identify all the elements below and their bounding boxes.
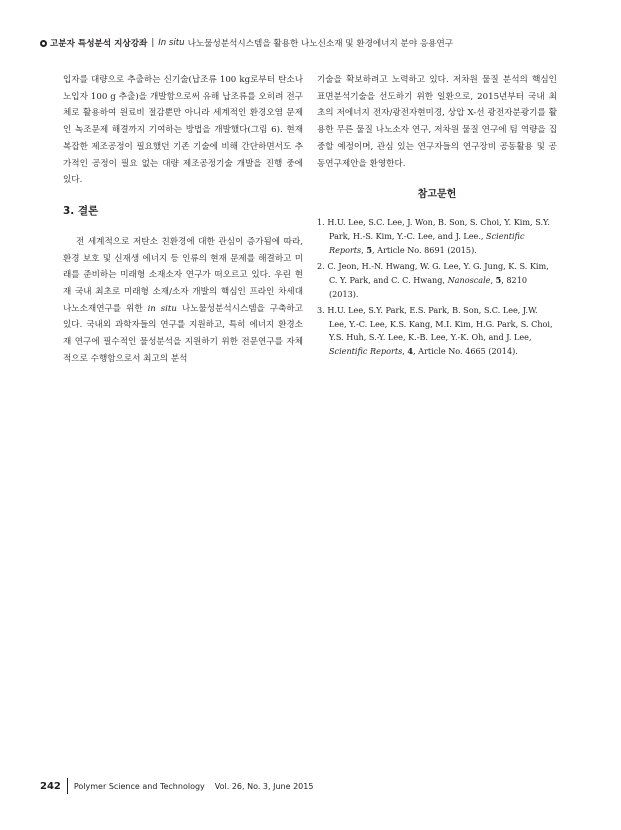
reference-authors: C. Jeon, H.-N. Hwang, W. G. Lee, Y. G. Jung, K. S. Kim, C. Y. Park, and C. C. Hwang,	[327, 260, 549, 285]
article-title-italic: In situ	[158, 38, 185, 48]
reference-details: , Article No. 8691 (2015).	[372, 245, 477, 256]
conclusion-text-part1: 전 세계적으로 저탄소 친환경에 대한 관심이 증가됨에 따라, 환경 보호 및 신재생 에너지 등 인류의 현재 문제를 해결하고 미래를 준비하는 미래형 소재소자 연구가 떠오르고 있다. 우린 현재 국내 최초로 미래형 소재/소자 개발의 핵심인 프라인 차세대 나노소재연구를 위한	[63, 236, 303, 314]
conclusion-text-part2: 나노물성분석시스템을 구축하고 있다. 국내외 과학자들의 연구를 지원하고, 특히 에너지 환경소재 연구에 필수적인 물성분석을 지원하기 위한 전문연구를 자체적으로 수행함으로서 최고의 분석	[63, 303, 303, 364]
reference-list	[317, 216, 557, 359]
reference-item: 2. C. Jeon, H.-N. Hwang, W. G. Lee, Y. G. Jung, K. S. Kim, C. Y. Park, and C. C. Hwang, Nanoscale, 5, 8210 (2013).	[317, 260, 549, 299]
series-title: 고분자 특성분석 지상강좌	[50, 39, 148, 49]
header-separator: |	[151, 38, 155, 48]
reference-number: 3.	[317, 304, 325, 315]
reference-volume: 5	[366, 245, 373, 256]
reference-journal: Scientific Reports	[329, 346, 403, 357]
running-header	[40, 36, 600, 50]
references-title: 참고문헌	[417, 189, 457, 201]
reference-details: , 8210 (2013).	[329, 274, 528, 299]
reference-item: 1. H.U. Lee, S.C. Lee, J. Won, B. Son, S. Choi, Y. Kim, S.Y. Park, H.-S. Kim, Y.-C. Lee, and J. Lee., Scientific Reports, 5, Article No. 8691 (2015).	[317, 217, 550, 256]
right-column	[317, 72, 557, 361]
circle-bullet-icon	[40, 40, 47, 47]
reference-details: , Article No. 4665 (2014).	[413, 346, 518, 357]
page-footer	[40, 778, 313, 794]
conclusion-paragraph	[63, 234, 303, 368]
reference-journal: Nanoscale	[447, 274, 491, 285]
article-title: 나노물성분석시스템을 활용한 나노신소재 및 환경에너지 분야 응용연구	[187, 39, 454, 49]
journal-name: Polymer Science and Technology	[73, 781, 205, 791]
reference-item: 3. H.U. Lee, S.Y. Park, E.S. Park, B. Son, S.C. Lee, J.W. Lee, Y.-C. Lee, K.S. Kang, M.I. Kim, H.G. Park, S. Choi, Y.S. Huh, S.-Y. Lee, K.-B. Lee, Y.-K. Oh, and J. Lee, Scientific Reports, 4, Article No. 4665 (2014).	[317, 304, 553, 357]
reference-number: 1.	[317, 217, 325, 228]
continued-paragraph: 기술을 확보하려고 노력하고 있다. 저차원 물질 분석의 핵심인 표면분석기술을 선도하기 위한 일환으로, 2015년부터 국내 최초의 저에너지 전자/광전자현미경, 상압 X-선 광전자분광기를 활용한 무른 물질 나노소자 연구, 저차원 물질 연구에 팀 역량을 집중할 예정이며, 관심 있는 연구자들의 연구장비 공동활용 및 공동연구제안을 환영한다.	[317, 75, 557, 169]
reference-journal: Scientific Reports	[329, 231, 525, 256]
reference-volume: 4	[407, 346, 414, 357]
reference-authors: H.U. Lee, S.C. Lee, J. Won, B. Son, S. Choi, Y. Kim, S.Y. Park, H.-S. Kim, Y.-C. Lee, and J. Lee.,	[327, 217, 550, 242]
reference-authors: H.U. Lee, S.Y. Park, E.S. Park, B. Son, S.C. Lee, J.W. Lee, Y.-C. Lee, K.S. Kang, M.I. Kim, H.G. Park, S. Choi, Y.S. Huh, S.-Y. Lee, K.-B. Lee, Y.-K. Oh, and J. Lee,	[327, 304, 553, 343]
footer-divider	[67, 778, 68, 794]
intro-paragraph: 입자를 대량으로 추출하는 신기술(납조류 100 kg로부터 탄소나노입자 100 g 추출)을 개발함으로써 유해 납조류를 오히려 전구체로 활용하여 원료비 절감뿐만 아니라 세계적인 환경오염 문제인 녹조문제 해결까지 기여하는 방법을 개발했다(그림 6). 현재 복잡한 제조공정이 필요했던 기존 기술에 비해 간단하면서도 추가적인 공정이 필요 없는 대량 제조공정기술 개발을 진행 중에 있다.	[63, 75, 303, 186]
left-column	[63, 72, 303, 368]
page-number: 242	[40, 780, 61, 792]
section-title-conclusion: 3. 결론	[63, 204, 99, 217]
issue-info: Vol. 26, No. 3, June 2015	[214, 781, 314, 791]
reference-number: 2.	[317, 260, 325, 271]
conclusion-italic-term: in situ	[147, 303, 177, 314]
reference-volume: 5	[495, 274, 502, 285]
